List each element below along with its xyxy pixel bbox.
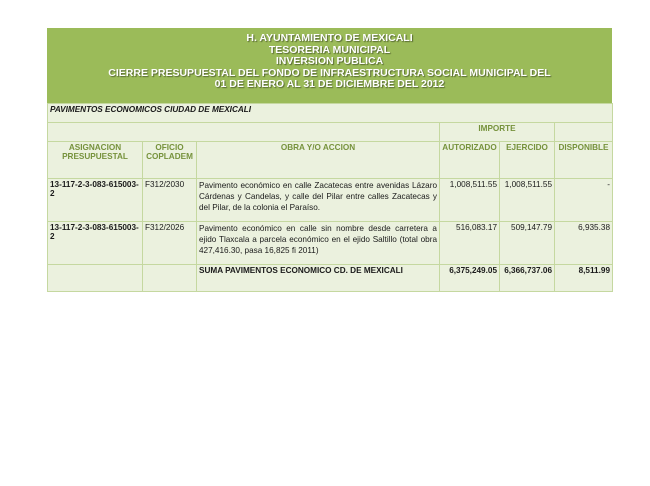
total-row <box>48 265 613 292</box>
total-label: SUMA PAVIMENTOS ECONOMICO CD. DE MEXICALI <box>197 265 440 292</box>
column-header-row <box>48 142 613 179</box>
header-line-ayuntamiento: H. AYUNTAMIENTO DE MEXICALI <box>246 32 413 44</box>
row-ejercido: 1,008,511.55 <box>500 179 555 222</box>
row-oficio: F312/2030 <box>143 179 197 222</box>
col-oficio: OFICIO COPLADEM <box>143 142 197 179</box>
row-disponible: 6,935.38 <box>555 222 613 265</box>
table-row <box>48 179 613 222</box>
header-line-cierre: CIERRE PRESUPUESTAL DEL FONDO DE INFRAESTRUCTURA SOCIAL MUNICIPAL DEL <box>108 66 551 79</box>
table-row <box>48 222 613 265</box>
col-disponible: DISPONIBLE <box>555 142 613 179</box>
header-line-periodo: 01 DE ENERO AL 31 DE DICIEMBRE DEL 2012 <box>214 78 445 91</box>
importe-row <box>48 123 613 142</box>
col-obra: OBRA Y/O ACCION <box>197 142 440 179</box>
header-line-inversion: INVERSION PUBLICA <box>275 55 384 68</box>
header-line-tesoreria: TESORERIA MUNICIPAL <box>268 43 391 56</box>
row-ejercido: 509,147.79 <box>500 222 555 265</box>
row-autorizado: 1,008,511.55 <box>440 179 500 222</box>
budget-table <box>47 103 613 292</box>
total-disponible: 8,511.99 <box>555 265 613 292</box>
row-obra: Pavimento económico en calle Zacatecas entre avenidas Lázaro Cárdenas y Candelas, y calle del Pilar entre calles Zacatecas y del Pilar, de la colonia el Paraíso. <box>197 179 440 222</box>
importe-spacer <box>48 123 440 142</box>
report-header <box>47 28 612 103</box>
importe-label: IMPORTE <box>440 123 555 142</box>
total-empty-asignacion <box>48 265 143 292</box>
row-autorizado: 516,083.17 <box>440 222 500 265</box>
row-asignacion: 13-117-2-3-083-615003-2 <box>48 222 143 265</box>
row-disponible: - <box>555 179 613 222</box>
row-oficio: F312/2026 <box>143 222 197 265</box>
col-ejercido: EJERCIDO <box>500 142 555 179</box>
total-empty-oficio <box>143 265 197 292</box>
importe-empty-cell <box>555 123 613 142</box>
row-obra: Pavimento económico en calle sin nombre desde carretera a ejido Tlaxcala a parcela económico en el ejido Saltillo (total obra 427,416.30, pasa 16,825 fi 2011) <box>197 222 440 265</box>
section-title: PAVIMENTOS ECONOMICOS CIUDAD DE MEXICALI <box>48 104 613 123</box>
total-ejercido: 6,366,737.06 <box>500 265 555 292</box>
col-autorizado: AUTORIZADO <box>440 142 500 179</box>
total-autorizado: 6,375,249.05 <box>440 265 500 292</box>
section-title-row <box>48 104 613 123</box>
col-asignacion: ASIGNACION PRESUPUESTAL <box>48 142 143 179</box>
row-asignacion: 13-117-2-3-083-615003-2 <box>48 179 143 222</box>
